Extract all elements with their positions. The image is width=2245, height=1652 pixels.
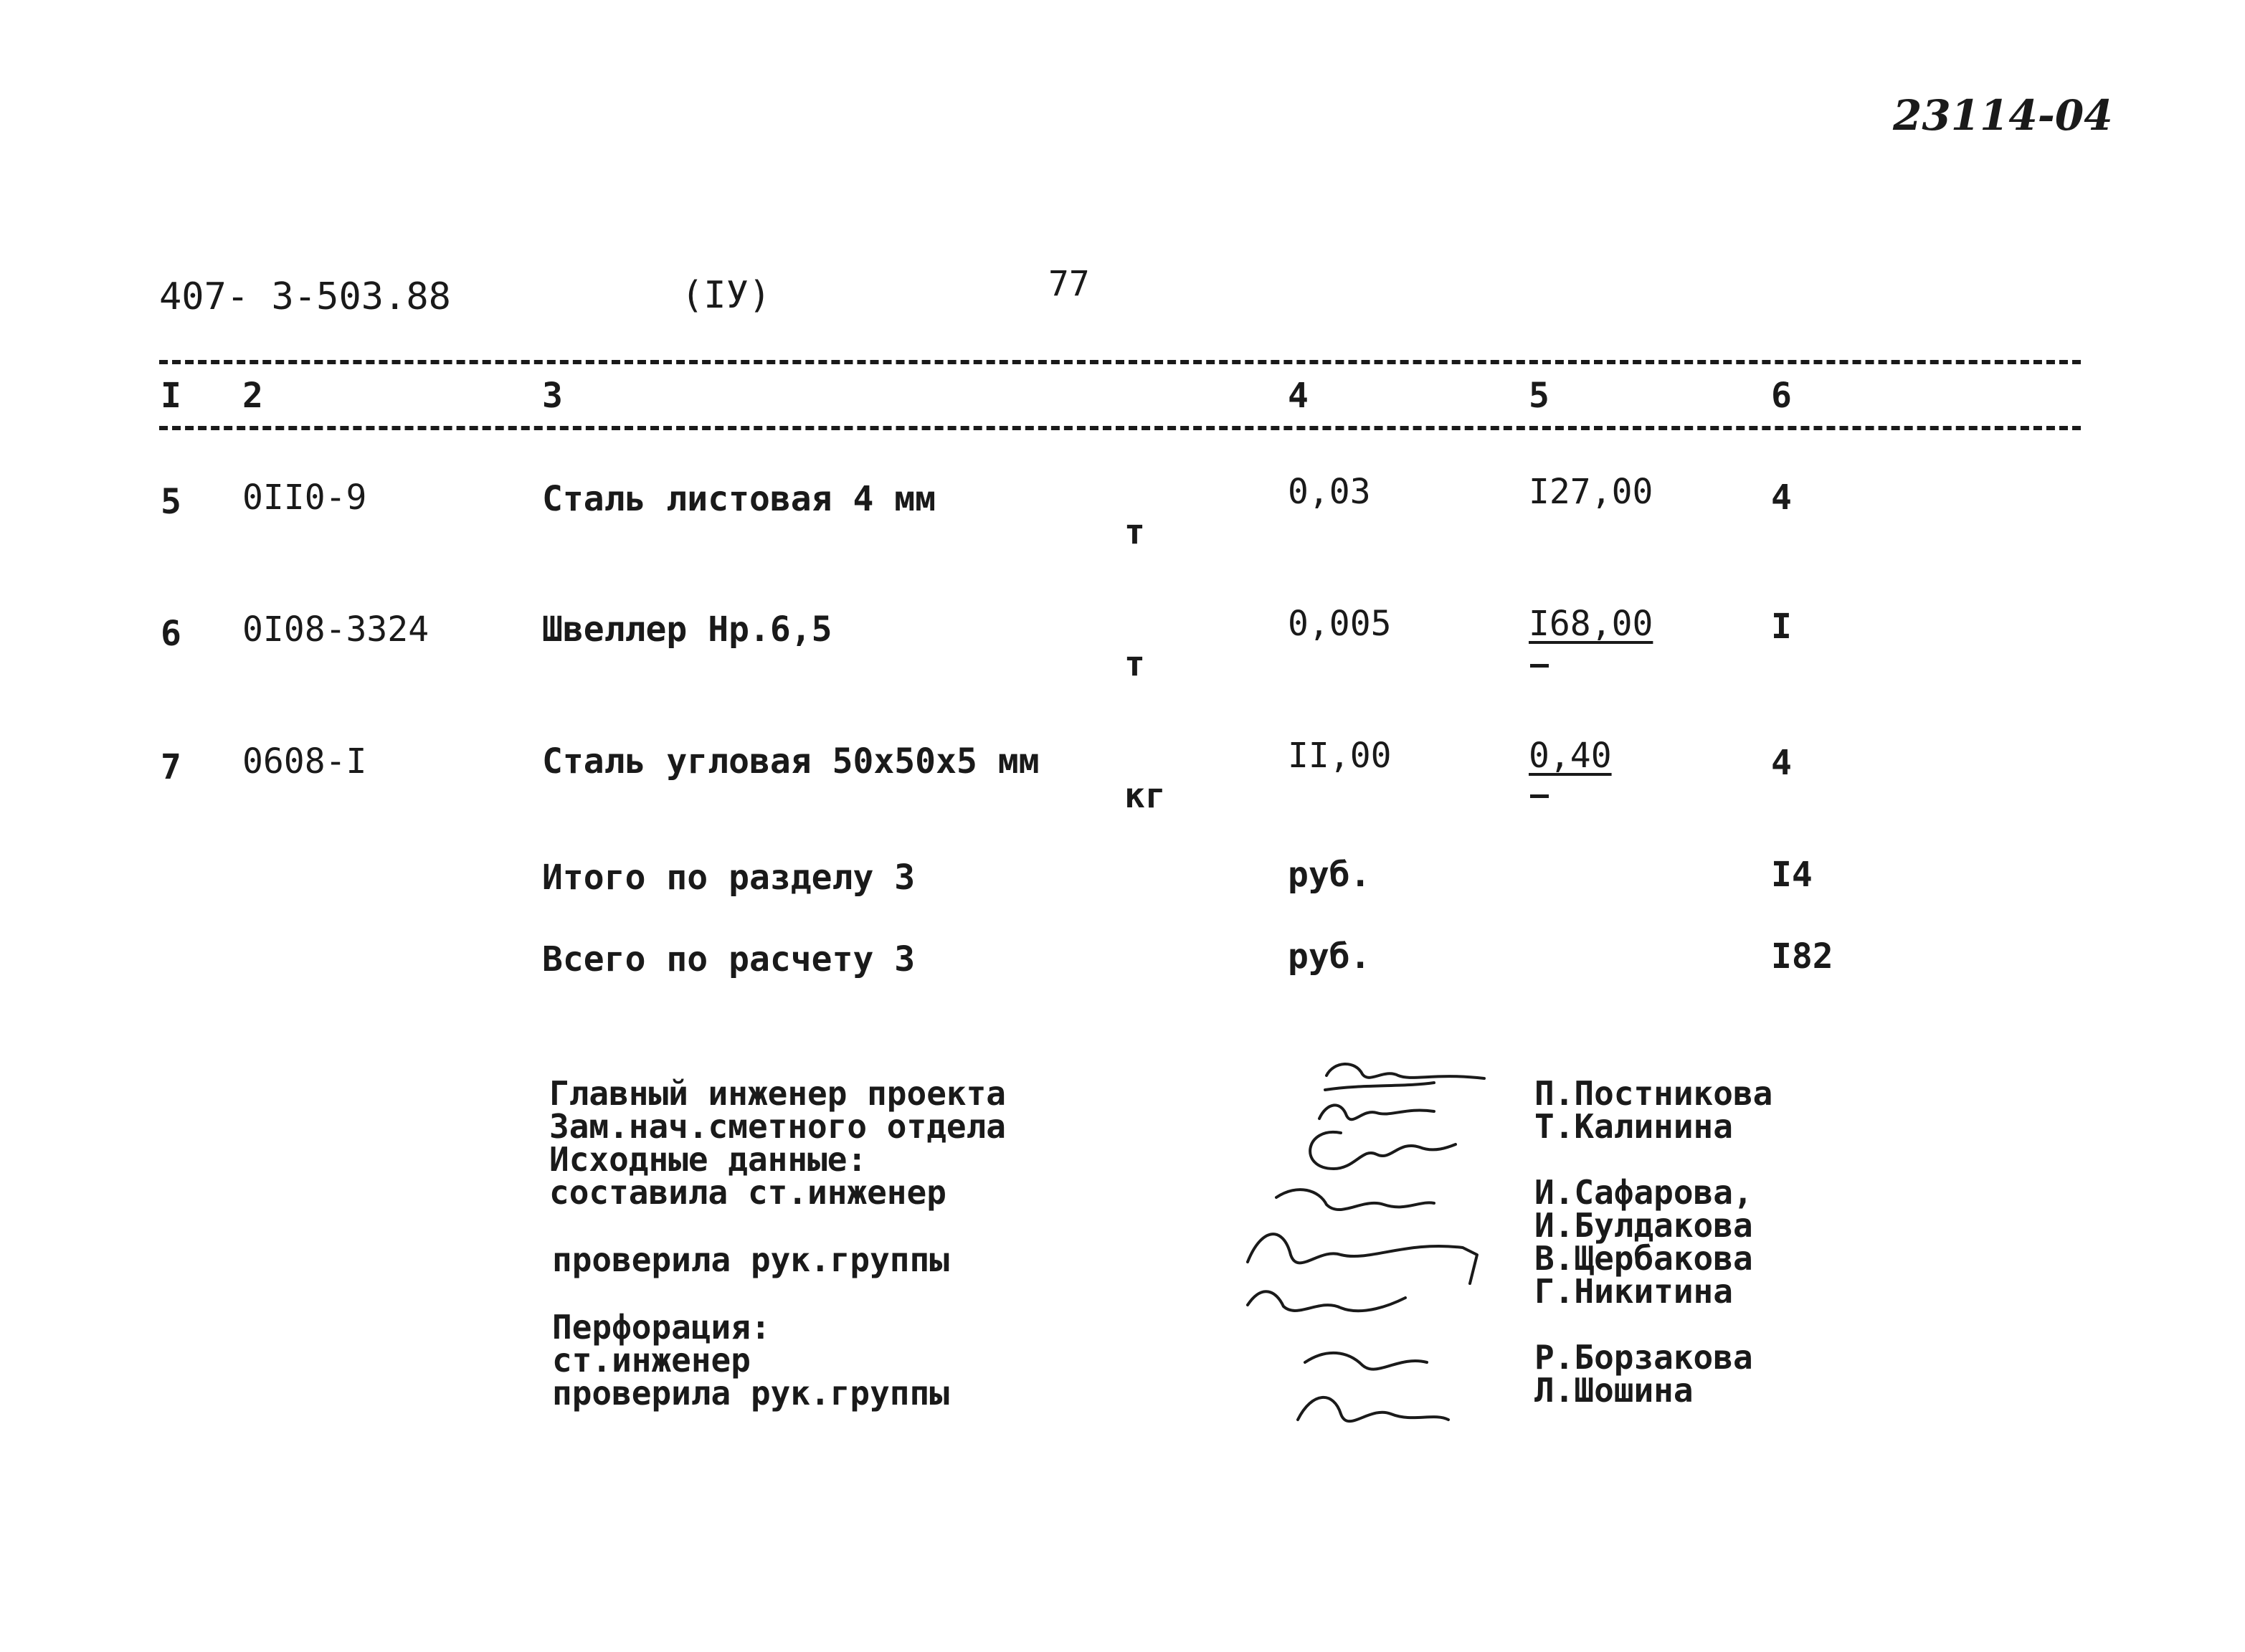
signature-kalinina xyxy=(1319,1105,1434,1119)
section-total-unit: руб. xyxy=(1288,855,1371,895)
grand-total-label: Всего по расчету 3 xyxy=(542,939,916,979)
row-quantity: II,00 xyxy=(1288,736,1392,776)
column-header-1: I xyxy=(161,376,181,416)
row-total: 4 xyxy=(1771,743,1792,783)
column-header-6: 6 xyxy=(1771,376,1792,416)
signature-nikitina xyxy=(1248,1291,1405,1311)
signature-borzakova xyxy=(1305,1353,1427,1369)
row-total: 4 xyxy=(1771,478,1792,518)
section-total-value: I4 xyxy=(1771,855,1813,895)
archive-number: 23114-04 xyxy=(1893,91,2113,140)
role-chief-engineer: Главный инженер проекта xyxy=(549,1074,1006,1113)
column-header-4: 4 xyxy=(1288,376,1309,416)
header-rule-bottom xyxy=(159,426,2081,430)
role-perforation: Перфорация: xyxy=(552,1308,771,1347)
row-name: Швеллер Нр.6,5 xyxy=(542,609,832,650)
row-quantity: 0,005 xyxy=(1288,604,1392,644)
role-source-data: Исходные данные: xyxy=(549,1140,868,1179)
price-dash-mark xyxy=(1530,794,1549,798)
grand-total-value: I82 xyxy=(1771,936,1833,977)
name-safarova: И.Сафарова, xyxy=(1534,1173,1753,1212)
signature-shoshina xyxy=(1298,1397,1448,1421)
signature-postnikova xyxy=(1325,1064,1484,1090)
document-code: 407- 3-503.88 xyxy=(159,275,451,318)
header-rule-top xyxy=(159,360,2081,364)
role-compiled-by: составила ст.инженер xyxy=(549,1173,946,1212)
row-number: 6 xyxy=(161,614,181,654)
row-unit: т xyxy=(1124,512,1145,552)
role-senior-engineer: ст.инженер xyxy=(552,1341,751,1380)
row-number: 7 xyxy=(161,747,181,787)
signature-scherbakova xyxy=(1248,1234,1477,1283)
row-name: Сталь угловая 50х50х5 мм xyxy=(542,741,1040,782)
row-number: 5 xyxy=(161,482,181,522)
volume-label: (IУ) xyxy=(681,274,772,317)
column-header-2: 2 xyxy=(242,376,263,416)
row-price: 0,40 xyxy=(1529,736,1612,776)
handwritten-signatures xyxy=(1219,1047,1506,1448)
role-checked-by: проверила рук.группы xyxy=(552,1240,949,1279)
column-header-3: 3 xyxy=(542,376,563,416)
column-header-5: 5 xyxy=(1529,376,1549,416)
name-shoshina: Л.Шошина xyxy=(1534,1371,1694,1410)
row-total: I xyxy=(1771,607,1792,647)
row-name: Сталь листовая 4 мм xyxy=(542,479,936,519)
row-price: I68,00 xyxy=(1529,604,1653,644)
name-nikitina: Г.Никитина xyxy=(1534,1272,1733,1311)
name-scherbakova: В.Щербакова xyxy=(1534,1239,1753,1278)
name-kalinina: Т.Калинина xyxy=(1534,1107,1733,1146)
role-checked-by-2: проверила рук.группы xyxy=(552,1374,949,1413)
row-quantity: 0,03 xyxy=(1288,472,1371,512)
price-dash-mark xyxy=(1530,664,1549,668)
page-number: 77 xyxy=(1048,264,1090,304)
section-total-label: Итого по разделу 3 xyxy=(542,858,916,898)
name-buldakova: И.Булдакова xyxy=(1534,1206,1753,1245)
signature-buldakova xyxy=(1276,1190,1434,1210)
row-price: I27,00 xyxy=(1529,472,1653,512)
row-unit: т xyxy=(1124,644,1145,684)
name-postnikova: П.Постникова xyxy=(1534,1074,1773,1113)
name-borzakova: Р.Борзакова xyxy=(1534,1338,1753,1377)
row-code: 0II0-9 xyxy=(242,478,367,518)
role-deputy-head: Зам.нач.сметного отдела xyxy=(549,1107,1006,1146)
grand-total-unit: руб. xyxy=(1288,936,1371,977)
signature-safarova xyxy=(1310,1132,1456,1169)
row-code: 0608-I xyxy=(242,741,367,782)
row-unit: кг xyxy=(1124,776,1166,816)
row-code: 0I08-3324 xyxy=(242,609,429,650)
